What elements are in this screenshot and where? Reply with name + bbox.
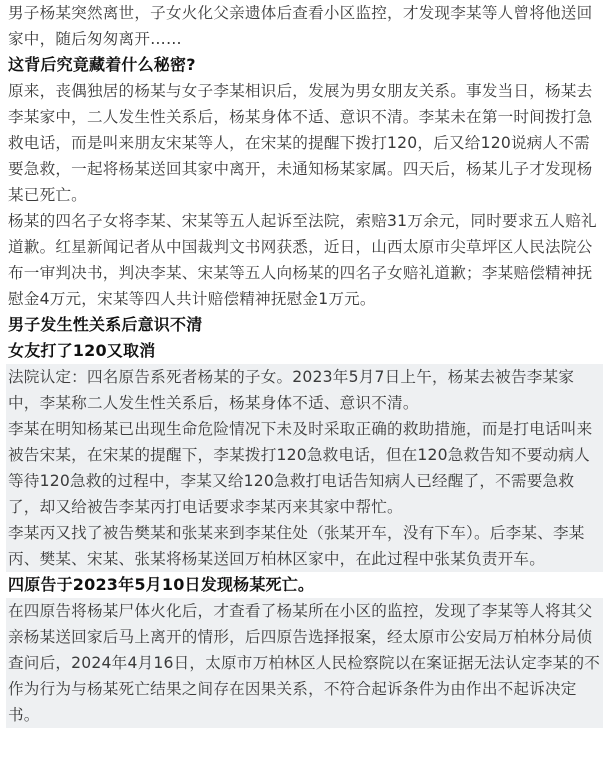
rescue-failure-paragraph: 李某在明知杨某已出现生命危险情况下未及时采取正确的救助措施，而是打电话叫来被告宋某，在宋某的提醒下，李某拨打120急救电话，但在120急救告知不要动病人等待120急救的过程中，李某又给120急救打电话告知病人已经醒了，不需要急救了，却又给被告李某丙打电话要求李某丙来其家中帮忙。 bbox=[6, 416, 603, 520]
court-finding-paragraph: 法院认定：四名原告系死者杨某的子女。2023年5月7日上午，杨某去被告李某家中，李某称二人发生性关系后，杨某身体不适、意识不清。 bbox=[6, 364, 603, 416]
lawsuit-paragraph: 杨某的四名子女将李某、宋某等五人起诉至法院，索赔31万余元，同时要求五人赔礼道歉。红星新闻记者从中国裁判文书网获悉，近日，山西太原市尖草坪区人民法院公布一审判决书，判决李某、宋某等五人向杨某的四名子女赔礼道歉；李某赔偿精神抚慰金4万元，宋某等四人共计赔偿精神抚慰金1万元。 bbox=[8, 212, 597, 308]
section-heading-death-found: 四原告于2023年5月10日发现杨某死亡。 bbox=[8, 575, 315, 594]
investigation-paragraph: 在四原告将杨某尸体火化后，才查看了杨某所在小区的监控，发现了李某等人将其父亲杨某送回家后马上离开的情形，后四原告选择报案，经太原市公安局万柏林分局侦查问后，2024年4月16日，太原市万柏林区人民检察院以在案证据无法认定李某的不作为行为与杨某死亡结果之间存在因果关系，不符合起诉条件为由作出不起诉决定书。 bbox=[6, 598, 603, 728]
background-paragraph: 原来，丧偶独居的杨某与女子李某相识后，发展为男女朋友关系。事发当日，杨某去李某家中，二人发生性关系后，杨某身体不适、意识不清。李某未在第一时间拨打急救电话，而是叫来朋友宋某等人，在宋某的提醒下拨打120，后又给120说病人不需要急救，一起将杨某送回其家中离开，未通知杨某家属。四天后，杨某儿子才发现杨某已死亡。 bbox=[8, 82, 593, 204]
section-heading-cancelled-120: 女友打了120又取消 bbox=[8, 341, 156, 360]
bottom-fade bbox=[0, 771, 605, 781]
section-heading-secret: 这背后究竟藏着什么秘密? bbox=[8, 55, 196, 74]
section-heading-unconscious: 男子发生性关系后意识不清 bbox=[8, 315, 203, 334]
transport-paragraph: 李某丙又找了被告樊某和张某来到李某住处（张某开车，没有下车）。后李某、李某丙、樊某、宋某、张某将杨某送回万柏林区家中，在此过程中张某负责开车。 bbox=[6, 520, 603, 572]
intro-paragraph: 男子杨某突然离世，子女火化父亲遗体后查看小区监控，才发现李某等人曾将他送回家中，随后匆匆离开…… bbox=[8, 4, 593, 48]
